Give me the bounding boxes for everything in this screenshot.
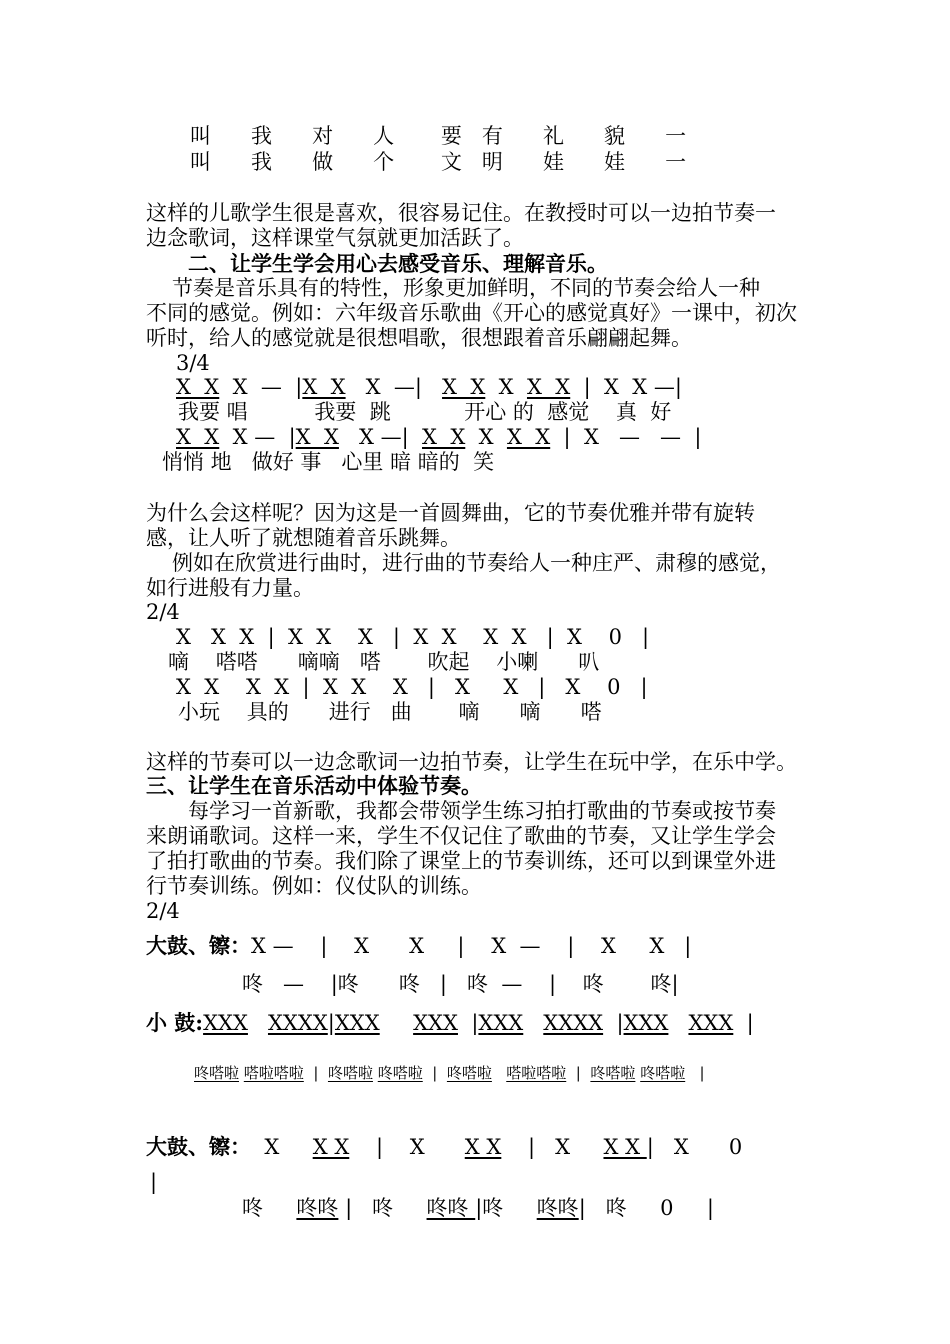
seg: 感，让人听了就想随着音乐跳舞。	[146, 526, 461, 550]
seg: 二、让学生学会用心去感受音乐、理解音乐。	[188, 251, 608, 276]
ln-24	[188, 799, 776, 823]
seg: X	[485, 375, 527, 399]
ln-13	[146, 501, 755, 525]
seg: X X	[464, 1135, 502, 1159]
seg: X	[251, 1135, 313, 1159]
ln-34	[150, 1170, 157, 1194]
ln-25	[146, 824, 776, 848]
seg: 悄悄 地 做好 事 心里 暗 暗的 笑	[162, 450, 495, 474]
ln-0	[190, 124, 686, 148]
ln-3	[146, 226, 524, 250]
seg: 这样的儿歌学生很是喜欢，很容易记住。在教授时可以一边拍节奏一	[146, 201, 776, 225]
seg: 来朗诵歌词。这样一来，学生不仅记住了歌曲的节奏，又让学生学会	[146, 824, 776, 848]
seg: X X	[295, 425, 339, 449]
seg: X X X | X X X | X X X X | X 0 |	[176, 625, 650, 649]
seg: 小 鼓:	[146, 1010, 204, 1035]
seg	[523, 1011, 543, 1035]
ln-26	[146, 849, 776, 873]
ln-16	[146, 576, 314, 600]
seg: 边念歌词，这样课堂气氛就更加活跃了。	[146, 226, 524, 250]
seg	[668, 1011, 688, 1035]
seg: 嘀 嗒嗒 嘀嘀 嗒 吹起 小喇 叭	[168, 650, 600, 674]
seg: X X X X | X X X | X X | X 0 |	[176, 675, 648, 699]
ln-6	[146, 301, 797, 325]
seg: |	[150, 1170, 158, 1194]
seg: 如行进般有力量。	[146, 576, 314, 600]
ln-5	[172, 276, 760, 300]
seg: 咚 — |咚 咚 | 咚 — | 咚 咚|	[242, 972, 679, 996]
seg: 例如在欣赏进行曲时，进行曲的节奏给人一种庄严、肃穆的感觉，	[172, 551, 781, 575]
ln-15	[172, 551, 781, 575]
seg: 2/4	[146, 899, 180, 923]
ln-4	[188, 252, 608, 276]
seg: | 咚	[338, 1196, 427, 1220]
seg: 嗒啦嗒啦	[506, 1064, 567, 1082]
seg: | X 0	[646, 1135, 743, 1159]
seg: X X	[603, 1135, 647, 1159]
seg: X X	[302, 375, 346, 399]
ln-29	[146, 934, 691, 958]
ln-2	[146, 201, 776, 225]
seg: 咚嗒啦	[377, 1064, 423, 1082]
ln-17	[146, 600, 180, 624]
ln-23	[146, 774, 482, 798]
ln-21	[178, 700, 602, 724]
seg: X X	[506, 425, 551, 449]
seg: 行节奏训练。例如：仪仗队的训练。	[146, 874, 482, 898]
ln-11	[176, 425, 701, 449]
seg: 每学习一首新歌，我都会带领学生练习拍打歌曲的节奏或按节奏	[188, 799, 776, 823]
seg: 咚咚	[296, 1196, 339, 1220]
ln-31	[146, 1011, 754, 1035]
seg: X X	[442, 375, 486, 399]
seg: 了拍打歌曲的节奏。我们除了课堂上的节奏训练，还可以到课堂外进	[146, 849, 776, 873]
seg: 咚嗒啦	[194, 1064, 240, 1082]
seg: | X	[501, 1135, 604, 1159]
ln-19	[168, 650, 599, 674]
seg: 大鼓、镲：	[146, 933, 251, 958]
seg: |	[733, 1011, 754, 1035]
ln-12	[162, 450, 494, 474]
seg: |	[685, 1064, 705, 1082]
ln-10	[178, 400, 671, 424]
seg: 我要 唱 我要 跳 开心 的 感觉 真 好	[178, 400, 672, 424]
seg: X X	[312, 1135, 350, 1159]
seg: |	[422, 1064, 447, 1082]
ln-8	[176, 351, 210, 375]
seg: | 咚 0 |	[578, 1196, 714, 1220]
ln-33	[146, 1135, 742, 1159]
seg: 为什么会这样呢？因为这是一首圆舞曲，它的节奏优雅并带有旋转	[146, 501, 755, 525]
seg	[248, 1011, 268, 1035]
seg: | X X —|	[570, 375, 683, 399]
seg: XXX	[203, 1011, 248, 1035]
seg: 咚咚	[426, 1196, 476, 1220]
seg: 咚嗒啦	[446, 1064, 492, 1082]
seg: 小玩 具的 进行 曲 嘀 嘀 嗒	[178, 700, 602, 724]
seg: 咚嗒啦	[327, 1064, 373, 1082]
seg: XXX	[623, 1011, 669, 1035]
seg: X — | X X | X — | X X |	[251, 934, 692, 958]
seg: 这样的节奏可以一边念歌词一边拍节奏，让学生在玩中学，在乐中学。	[146, 750, 797, 774]
seg: | X — — |	[550, 425, 702, 449]
ln-32	[194, 1064, 705, 1082]
seg: X —|	[345, 375, 443, 399]
seg: |	[303, 1064, 328, 1082]
seg: X — |	[219, 375, 303, 399]
seg: XXX	[413, 1011, 458, 1035]
seg: XXX	[688, 1011, 734, 1035]
seg: XXXX	[543, 1011, 604, 1035]
seg: |	[457, 1011, 479, 1035]
seg: 嗒啦嗒啦	[243, 1064, 304, 1082]
ln-9	[176, 375, 682, 399]
ln-20	[176, 675, 648, 699]
seg: XXX	[478, 1011, 524, 1035]
seg: 叫 我 对 人 要 有 礼 貌 一	[190, 124, 687, 148]
seg: 叫 我 做 个 文 明 娃 娃 一	[190, 150, 687, 174]
seg: 三、让学生在音乐活动中体验节奏。	[146, 773, 482, 798]
seg: |	[566, 1064, 591, 1082]
seg: | X	[349, 1135, 465, 1159]
seg: |	[603, 1011, 624, 1035]
ln-1	[190, 150, 686, 174]
seg: X X	[176, 425, 220, 449]
seg: 咚嗒啦	[590, 1064, 636, 1082]
seg: 大鼓、镲：	[146, 1134, 251, 1159]
seg	[492, 1064, 506, 1082]
seg: XXXX	[267, 1011, 328, 1035]
seg: X X	[422, 425, 466, 449]
seg: X X	[176, 375, 220, 399]
ln-14	[146, 526, 461, 550]
seg: 节奏是音乐具有的特性，形象更加鲜明，不同的节奏会给人一种	[172, 276, 760, 300]
seg: X	[465, 425, 507, 449]
seg: X —|	[338, 425, 423, 449]
seg: 2/4	[146, 600, 180, 624]
ln-22	[146, 750, 797, 774]
ln-18	[176, 625, 649, 649]
seg: |	[327, 1011, 335, 1035]
seg: 听时，给人的感觉就是很想唱歌，很想跟着音乐翩翩起舞。	[146, 326, 692, 350]
seg: 咚咚	[536, 1196, 579, 1220]
seg: 不同的感觉。例如：六年级音乐歌曲《开心的感觉真好》一课中，初次	[146, 301, 797, 325]
seg	[380, 1011, 413, 1035]
seg: X — |	[219, 425, 296, 449]
ln-35	[242, 1196, 714, 1220]
seg: 3/4	[176, 351, 210, 375]
seg: 咚嗒啦	[640, 1064, 686, 1082]
seg: |咚	[475, 1196, 537, 1220]
seg: 咚	[242, 1196, 297, 1220]
seg: X X	[526, 375, 571, 399]
ln-27	[146, 874, 482, 898]
ln-28	[146, 899, 180, 923]
ln-7	[146, 326, 692, 350]
seg: XXX	[334, 1011, 380, 1035]
ln-30	[242, 972, 679, 996]
